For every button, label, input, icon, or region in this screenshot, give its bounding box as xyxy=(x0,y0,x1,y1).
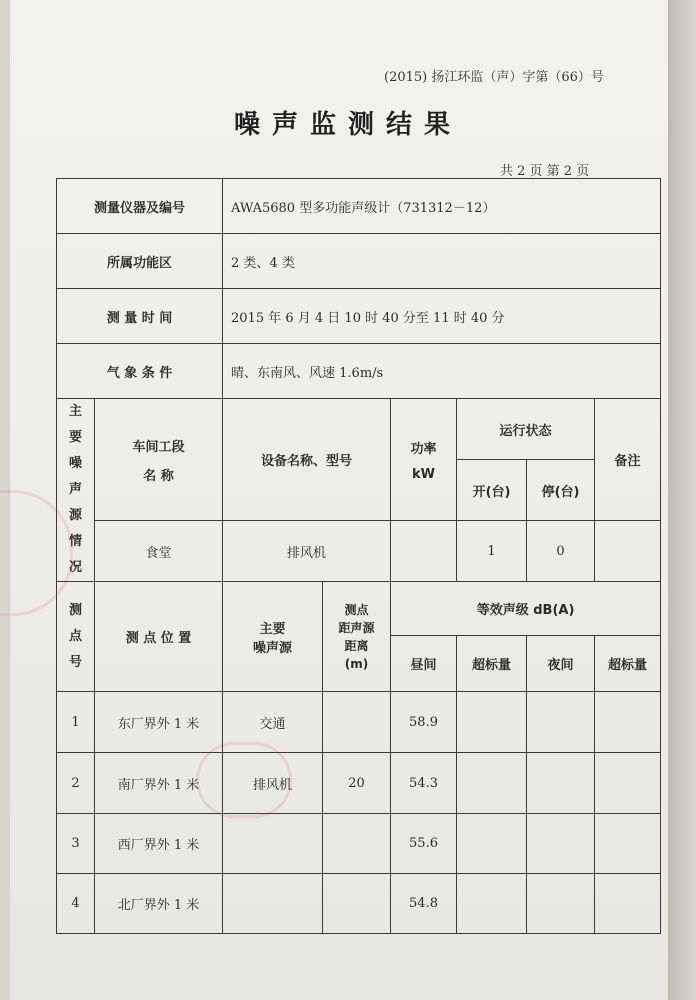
source-cell xyxy=(223,874,323,934)
day-exceed-cell xyxy=(457,874,527,934)
document-number: (2015) 扬江环监（声）字第（66）号 xyxy=(384,70,604,85)
night-level-cell xyxy=(527,692,595,753)
distance-header: 测点 距声源 距离 (m) xyxy=(323,582,391,692)
point-no-cell: 1 xyxy=(57,692,95,753)
position-header: 测 点 位 置 xyxy=(95,582,223,692)
info-row-zone xyxy=(57,234,661,289)
info-label: 所属功能区 xyxy=(57,234,223,289)
position-cell: 北厂界外 1 米 xyxy=(95,874,223,934)
night-exceed-header: 超标量 xyxy=(595,636,661,692)
main-source-header: 主要 噪声源 xyxy=(223,582,323,692)
day-level-cell: 54.3 xyxy=(391,753,457,814)
source-side-label: 主 要 噪 声 源 情 况 xyxy=(57,399,95,582)
night-exceed-cell xyxy=(595,753,661,814)
point-no-cell: 4 xyxy=(57,874,95,934)
remark-header: 备注 xyxy=(595,399,661,521)
measure-header-row xyxy=(57,582,661,636)
distance-cell xyxy=(323,692,391,753)
point-no-cell: 2 xyxy=(57,753,95,814)
day-header: 昼间 xyxy=(391,636,457,692)
off-count-header: 停(台) xyxy=(527,460,595,521)
info-value: 晴、东南风、风速 1.6m/s xyxy=(223,344,661,399)
table-row xyxy=(57,874,661,934)
page-indicator: 共 2 页 第 2 页 xyxy=(500,164,590,179)
info-row-instrument xyxy=(57,179,661,234)
night-level-cell xyxy=(527,814,595,874)
on-count-cell: 1 xyxy=(457,521,527,582)
night-level-cell xyxy=(527,874,595,934)
info-label: 测 量 时 间 xyxy=(57,289,223,344)
night-exceed-cell xyxy=(595,874,661,934)
source-cell: 交通 xyxy=(223,692,323,753)
distance-cell: 20 xyxy=(323,753,391,814)
info-value: 2 类、4 类 xyxy=(223,234,661,289)
day-exceed-cell xyxy=(457,814,527,874)
info-row-time xyxy=(57,289,661,344)
day-level-cell: 55.6 xyxy=(391,814,457,874)
distance-cell xyxy=(323,814,391,874)
source-data-row xyxy=(57,521,661,582)
page-title: 噪声监测结果 xyxy=(233,110,462,140)
on-count-header: 开(台) xyxy=(457,460,527,521)
day-exceed-header: 超标量 xyxy=(457,636,527,692)
info-label: 测量仪器及编号 xyxy=(57,179,223,234)
noise-results-table xyxy=(56,178,661,934)
position-cell: 西厂界外 1 米 xyxy=(95,814,223,874)
night-exceed-cell xyxy=(595,692,661,753)
day-level-cell: 54.8 xyxy=(391,874,457,934)
info-value: AWA5680 型多功能声级计（731312－12） xyxy=(223,179,661,234)
power-cell xyxy=(391,521,457,582)
workshop-cell: 食堂 xyxy=(95,521,223,582)
workshop-header: 车间工段 名 称 xyxy=(95,399,223,521)
distance-cell xyxy=(323,874,391,934)
equipment-header: 设备名称、型号 xyxy=(223,399,391,521)
info-value: 2015 年 6 月 4 日 10 时 40 分至 11 时 40 分 xyxy=(223,289,661,344)
equipment-cell: 排风机 xyxy=(223,521,391,582)
off-count-cell: 0 xyxy=(527,521,595,582)
status-header: 运行状态 xyxy=(457,399,595,460)
position-cell: 东厂界外 1 米 xyxy=(95,692,223,753)
table-row xyxy=(57,692,661,753)
position-cell: 南厂界外 1 米 xyxy=(95,753,223,814)
info-row-weather xyxy=(57,344,661,399)
power-header: 功率 kW xyxy=(391,399,457,521)
day-exceed-cell xyxy=(457,753,527,814)
source-cell xyxy=(223,814,323,874)
source-cell: 排风机 xyxy=(223,753,323,814)
table-row xyxy=(57,753,661,814)
night-header: 夜间 xyxy=(527,636,595,692)
page-edge xyxy=(668,0,696,1000)
equiv-level-header: 等效声级 dB(A) xyxy=(391,582,661,636)
table-row xyxy=(57,814,661,874)
point-no-cell: 3 xyxy=(57,814,95,874)
remark-cell xyxy=(595,521,661,582)
info-label: 气 象 条 件 xyxy=(57,344,223,399)
night-exceed-cell xyxy=(595,814,661,874)
point-number-header: 测 点 号 xyxy=(57,582,95,692)
day-exceed-cell xyxy=(457,692,527,753)
night-level-cell xyxy=(527,753,595,814)
source-header-row xyxy=(57,399,661,460)
day-level-cell: 58.9 xyxy=(391,692,457,753)
